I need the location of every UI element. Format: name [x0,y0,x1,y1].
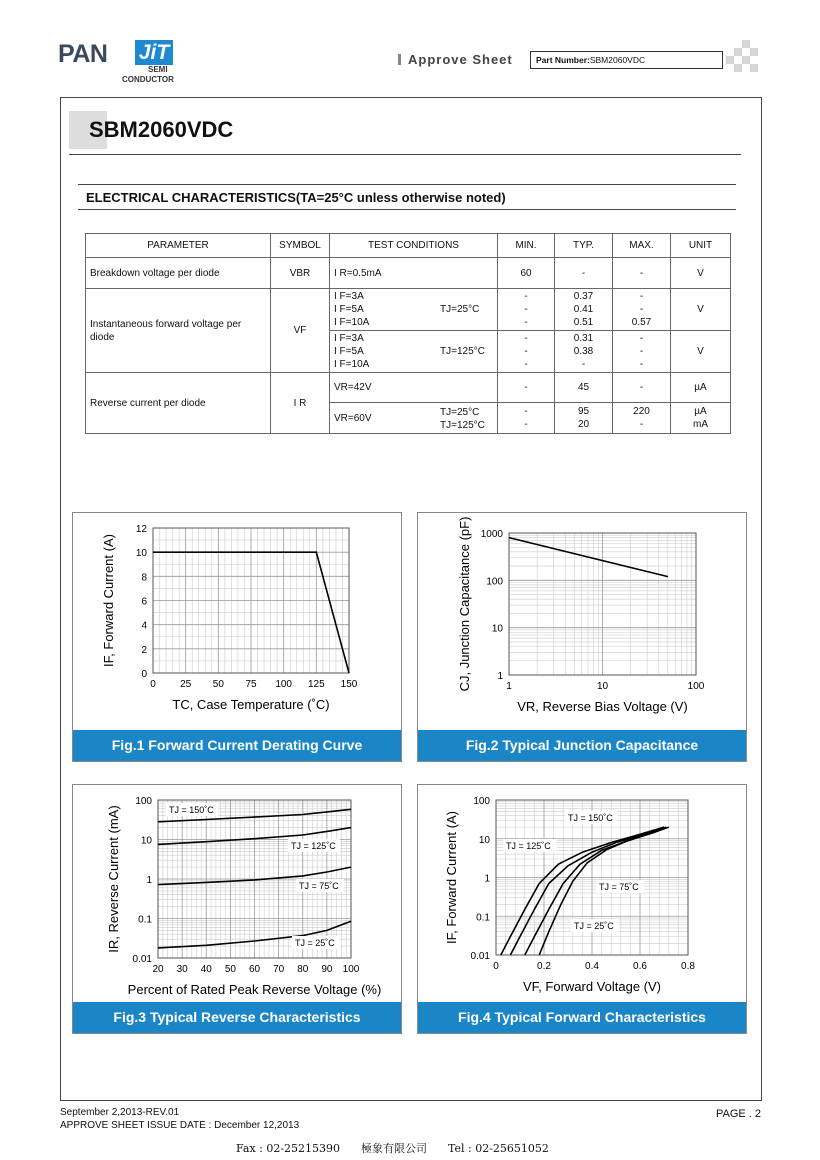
cell-value: - [639,333,644,344]
x-tick-label: 80 [297,964,309,975]
chart-4 [418,785,748,1004]
x-tick-label: 100 [342,964,360,975]
cell-value: - [524,406,528,417]
cell-value: - [524,419,528,430]
ir-b-typ [555,403,613,434]
series-label: TJ = 150˚C [169,805,214,815]
y-tick-label: 100 [473,796,490,807]
y-tick-label: 1000 [480,529,503,540]
part-number-value: SBM2060VDC [589,55,646,65]
cell-value: 0.31 [573,333,594,344]
vf-b-temp: TJ=125°C [440,346,485,357]
cell-value: - [639,419,644,430]
y-tick-label: 0.1 [138,914,152,926]
x-tick-label: 100 [275,679,293,690]
bv-unit: V [671,258,731,289]
ir-b-temps [440,406,485,432]
x-tick-label: 10 [596,681,609,692]
approve-sheet-label: Approve Sheet [408,52,513,67]
y-tick-label: 2 [141,644,147,656]
electrical-table [85,233,731,434]
vf-b-typ [555,331,613,373]
y-axis-label: IF, Forward Current (A) [101,534,116,667]
logo-semi: SEMI [148,65,168,74]
cell-value: 220 [633,406,650,417]
figure-1-caption: Fig.1 Forward Current Derating Curve [73,730,401,761]
page-number: PAGE . 2 [716,1108,762,1120]
x-tick-label: 100 [687,681,705,692]
header-parameter: PARAMETER [86,234,271,258]
logo-conductor: CONDUCTOR [122,75,174,84]
cell-value: 20 [577,419,590,430]
x-tick-label: 50 [212,679,224,690]
cell-value: - [581,359,586,370]
ir-symbol: I R [271,373,330,434]
cell-value: 95 [577,406,590,417]
x-tick-label: 70 [273,964,285,975]
y-tick-label: 100 [135,796,152,807]
y-tick-label: 0.01 [470,951,490,962]
vf-param: Instantaneous forward voltage per diode [86,289,271,373]
figure-4-caption: Fig.4 Typical Forward Characteristics [418,1002,746,1033]
part-number-label: Part Number: [536,55,590,65]
x-tick-label: 90 [321,964,333,975]
cell-value: - [524,317,528,328]
cell-value: - [524,304,528,315]
y-axis-label: IF, Forward Current (A) [444,811,459,944]
x-tick-label: 40 [200,964,212,975]
ir-param: Reverse current per diode [86,373,271,434]
ir-b-cond [330,403,498,434]
bv-min: 60 [498,258,555,289]
cell-value: 0.51 [573,317,594,328]
header-max: MAX. [613,234,671,258]
figure-2 [417,512,747,762]
ir-b-min [498,403,555,434]
y-tick-label: 1 [146,875,152,886]
header-symbol: SYMBOL [271,234,330,258]
ir-a-cond: VR=42V [330,373,498,403]
temp-line: TJ=25°C [440,407,480,418]
y-tick-label: 6 [141,596,147,608]
vf-a-max [613,289,671,331]
x-tick-label: 125 [307,679,325,690]
table-row [86,258,731,289]
vf-a-cond-line: I F=3A [334,291,364,302]
ir-a-min: - [498,373,555,403]
cell-value: - [524,359,528,370]
y-tick-label: 100 [486,576,503,588]
y-tick-label: 10 [491,623,503,635]
x-tick-label: 50 [224,964,236,975]
cell-value: µA [694,406,707,417]
bv-typ: - [555,258,613,289]
ir-b-cond-voltage: VR=60V [334,412,372,424]
bv-param: Breakdown voltage per diode [86,258,271,289]
figure-2-caption: Fig.2 Typical Junction Capacitance [418,730,746,761]
page-title: SBM2060VDC [89,117,234,142]
x-tick-label: 0 [493,961,499,972]
y-tick-label: 1 [484,873,490,885]
x-tick-label: 25 [180,679,192,690]
vf-b-cond [330,331,498,373]
title-rule [69,154,741,155]
header-typ: TYP. [555,234,613,258]
series-label: TJ = 125˚C [291,841,336,851]
vf-a-cond-line: I F=10A [334,317,370,328]
x-tick-label: 150 [340,679,358,690]
x-tick-label: 30 [176,964,188,975]
bv-max: - [613,258,671,289]
y-tick-label: 0.1 [476,912,490,924]
ir-b-unit [671,403,731,434]
vf-b-cond-line: I F=3A [334,333,364,344]
contact-line: Fax : 02-25215390 極象有限公司 Tel : 02-25651052 [236,1142,549,1155]
figure-3 [72,784,402,1034]
vf-b-max [613,331,671,373]
x-axis-label: Percent of Rated Peak Reverse Voltage (%) [127,982,382,997]
section-rule-top [78,184,736,185]
y-tick-label: 12 [135,524,147,535]
y-tick-label: 4 [141,620,147,632]
y-tick-label: 8 [141,572,147,584]
vf-b-cond-line: I F=5A [334,346,364,357]
ir-a-typ: 45 [555,373,613,403]
figure-4 [417,784,747,1034]
cell-value: 0.41 [573,304,594,315]
cell-value: - [524,333,528,344]
bv-cond: I R=0.5mA [330,258,498,289]
x-tick-label: 0.8 [681,961,695,972]
vf-a-typ [555,289,613,331]
y-tick-label: 10 [478,834,490,846]
section-rule-bottom [78,209,736,210]
header-min: MIN. [498,234,555,258]
header-unit: UNIT [671,234,731,258]
logo-pan: PAN [58,40,108,68]
x-tick-label: 0.2 [537,961,551,972]
temp-line: TJ=125°C [440,420,485,431]
vf-a-min [498,289,555,331]
x-tick-label: 0 [150,679,156,690]
approve-marker [398,54,401,65]
y-tick-label: 1 [497,671,503,682]
revision-date: September 2,2013-REV.01 [60,1107,180,1118]
vf-b-cond-line: I F=10A [334,359,370,370]
figure-3-caption: Fig.3 Typical Reverse Characteristics [73,1002,401,1033]
cell-value: - [639,359,644,370]
y-axis-label: CJ, Junction Capacitance (pF) [457,516,472,692]
ir-b-max [613,403,671,434]
bv-symbol: VBR [271,258,330,289]
series-label: TJ = 75˚C [299,881,339,891]
vf-a-cond [330,289,498,331]
cell-value: - [524,291,528,302]
cell-value: - [639,304,644,315]
cell-value: 0.57 [631,317,652,328]
ir-a-unit: µA [671,373,731,403]
y-tick-label: 0 [141,669,147,680]
series-label: TJ = 150˚C [568,813,613,823]
vf-a-cond-line: I F=5A [334,304,364,315]
chart-1 [73,513,403,732]
x-axis-label: TC, Case Temperature (˚C) [172,697,330,712]
x-axis-label: VF, Forward Voltage (V) [523,979,661,994]
header-test-conditions: TEST CONDITIONS [330,234,498,258]
cell-value: - [639,346,644,357]
y-tick-label: 10 [140,835,152,847]
checker-decoration [726,40,762,76]
x-tick-label: 20 [152,964,164,975]
vf-b-unit: V [671,331,731,373]
cell-value: - [639,291,644,302]
y-tick-label: 10 [135,548,147,560]
y-axis-label: IR, Reverse Current (mA) [106,805,121,953]
part-number-box [530,51,723,69]
x-tick-label: 75 [245,679,257,690]
cell-value: mA [693,419,708,430]
vf-b-min [498,331,555,373]
y-tick-label: 0.01 [132,954,152,965]
table-row [86,289,731,331]
vf-a-temp: TJ=25°C [440,304,480,315]
cell-value: 0.37 [573,291,594,302]
issue-date: APPROVE SHEET ISSUE DATE : December 12,2013 [60,1120,300,1131]
series-label: TJ = 25˚C [295,938,335,948]
x-axis-label: VR, Reverse Bias Voltage (V) [517,699,688,714]
vf-a-unit: V [671,289,731,331]
x-tick-label: 0.6 [633,961,647,972]
x-tick-label: 1 [506,681,512,692]
series-label: TJ = 75˚C [599,882,639,892]
section-title: ELECTRICAL CHARACTERISTICS(TA=25°C unless otherwise noted) [86,190,506,205]
figure-1 [72,512,402,762]
ir-a-max: - [613,373,671,403]
series-label: TJ = 125˚C [506,841,551,851]
logo-jit: JiT [135,40,173,65]
table-header-row [86,234,731,258]
cell-value: - [524,346,528,357]
chart-3 [73,785,403,1004]
chart-2 [418,513,748,732]
x-tick-label: 60 [248,964,261,975]
series-label: TJ = 25˚C [574,921,614,931]
table-row [86,373,731,403]
vf-symbol: VF [271,289,330,373]
cell-value: 0.38 [573,346,594,357]
x-tick-label: 0.4 [585,961,599,972]
